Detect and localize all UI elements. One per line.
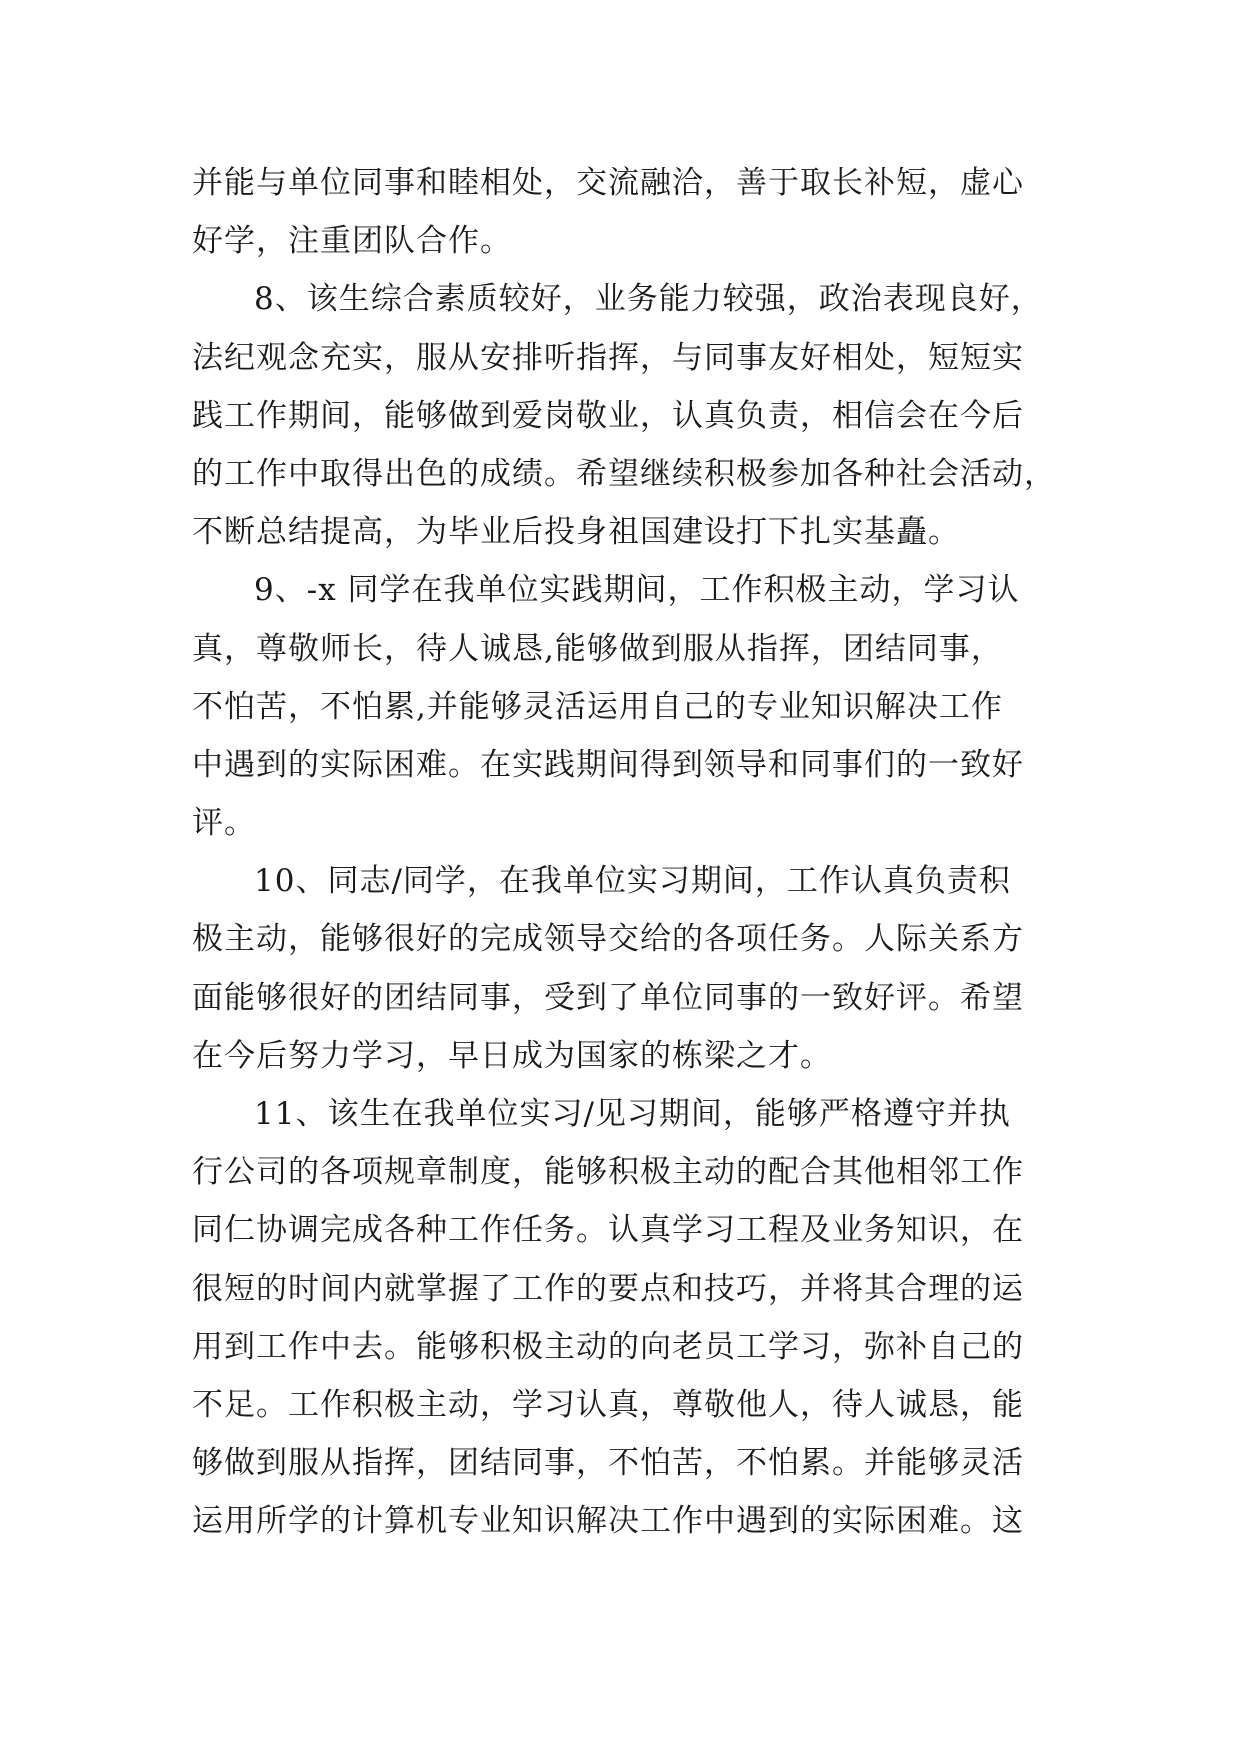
text-line: 用到工作中去。能够积极主动的向老员工学习，弥补自己的: [192, 1328, 1024, 1365]
text-line: 在今后努力学习，早日成为国家的栋梁之才。: [192, 1037, 832, 1074]
text-line: 行公司的各项规章制度，能够积极主动的配合其他相邻工作: [192, 1154, 1024, 1191]
text-line: 不断总结提高，为毕业后投身祖国建设打下扎实基矗。: [192, 514, 960, 551]
paragraph-9-start: 9、-x 同学在我单位实践期间，工作积极主动，学习认: [254, 572, 1020, 609]
text-line: 践工作期间，能够做到爱岗敬业，认真负责，相信会在今后: [192, 397, 1024, 434]
text-line: 面能够很好的团结同事，受到了单位同事的一致好评。希望: [192, 979, 1024, 1016]
text-line: 够做到服从指挥，团结同事，不怕苦，不怕累。并能够灵活: [192, 1445, 1024, 1482]
text-line: 不怕苦，不怕累,并能够灵活运用自己的专业知识解决工作: [192, 688, 1003, 725]
text-line: 不足。工作积极主动，学习认真，尊敬他人，待人诚恳，能: [192, 1386, 1024, 1423]
text-line: 中遇到的实际困难。在实践期间得到领导和同事们的一致好: [192, 746, 1024, 783]
text-line: 极主动，能够很好的完成领导交给的各项任务。人际关系方: [192, 921, 1024, 958]
text-line: 同仁协调完成各种工作任务。认真学习工程及业务知识，在: [192, 1212, 1024, 1249]
text-line: 的工作中取得出色的成绩。希望继续积极参加各种社会活动，: [192, 455, 1056, 492]
document-page: [192, 154, 1054, 1551]
paragraph-8-start: 8、该生综合素质较好，业务能力较强，政治表现良好，: [254, 281, 1043, 318]
text-line: 很短的时间内就掌握了工作的要点和技巧，并将其合理的运: [192, 1270, 1024, 1307]
text-line: 法纪观念充实，服从安排听指挥，与同事友好相处，短短实: [192, 339, 1024, 376]
paragraph-11-start: 11、该生在我单位实习/见习期间，能够严格遵守并执: [254, 1096, 1011, 1132]
text-line: 好学，注重团队合作。: [192, 223, 512, 260]
text-line: 评。: [192, 805, 256, 842]
text-line: 运用所学的计算机专业知识解决工作中遇到的实际困难。这: [192, 1503, 1024, 1540]
paragraph-10-start: 10、同志/同学，在我单位实习期间，工作认真负责积: [254, 863, 1011, 900]
text-line: 并能与单位同事和睦相处，交流融洽，善于取长补短，虚心: [192, 165, 1024, 201]
text-line: 真，尊敬师长，待人诚恳,能够做到服从指挥，团结同事，: [192, 630, 1003, 667]
